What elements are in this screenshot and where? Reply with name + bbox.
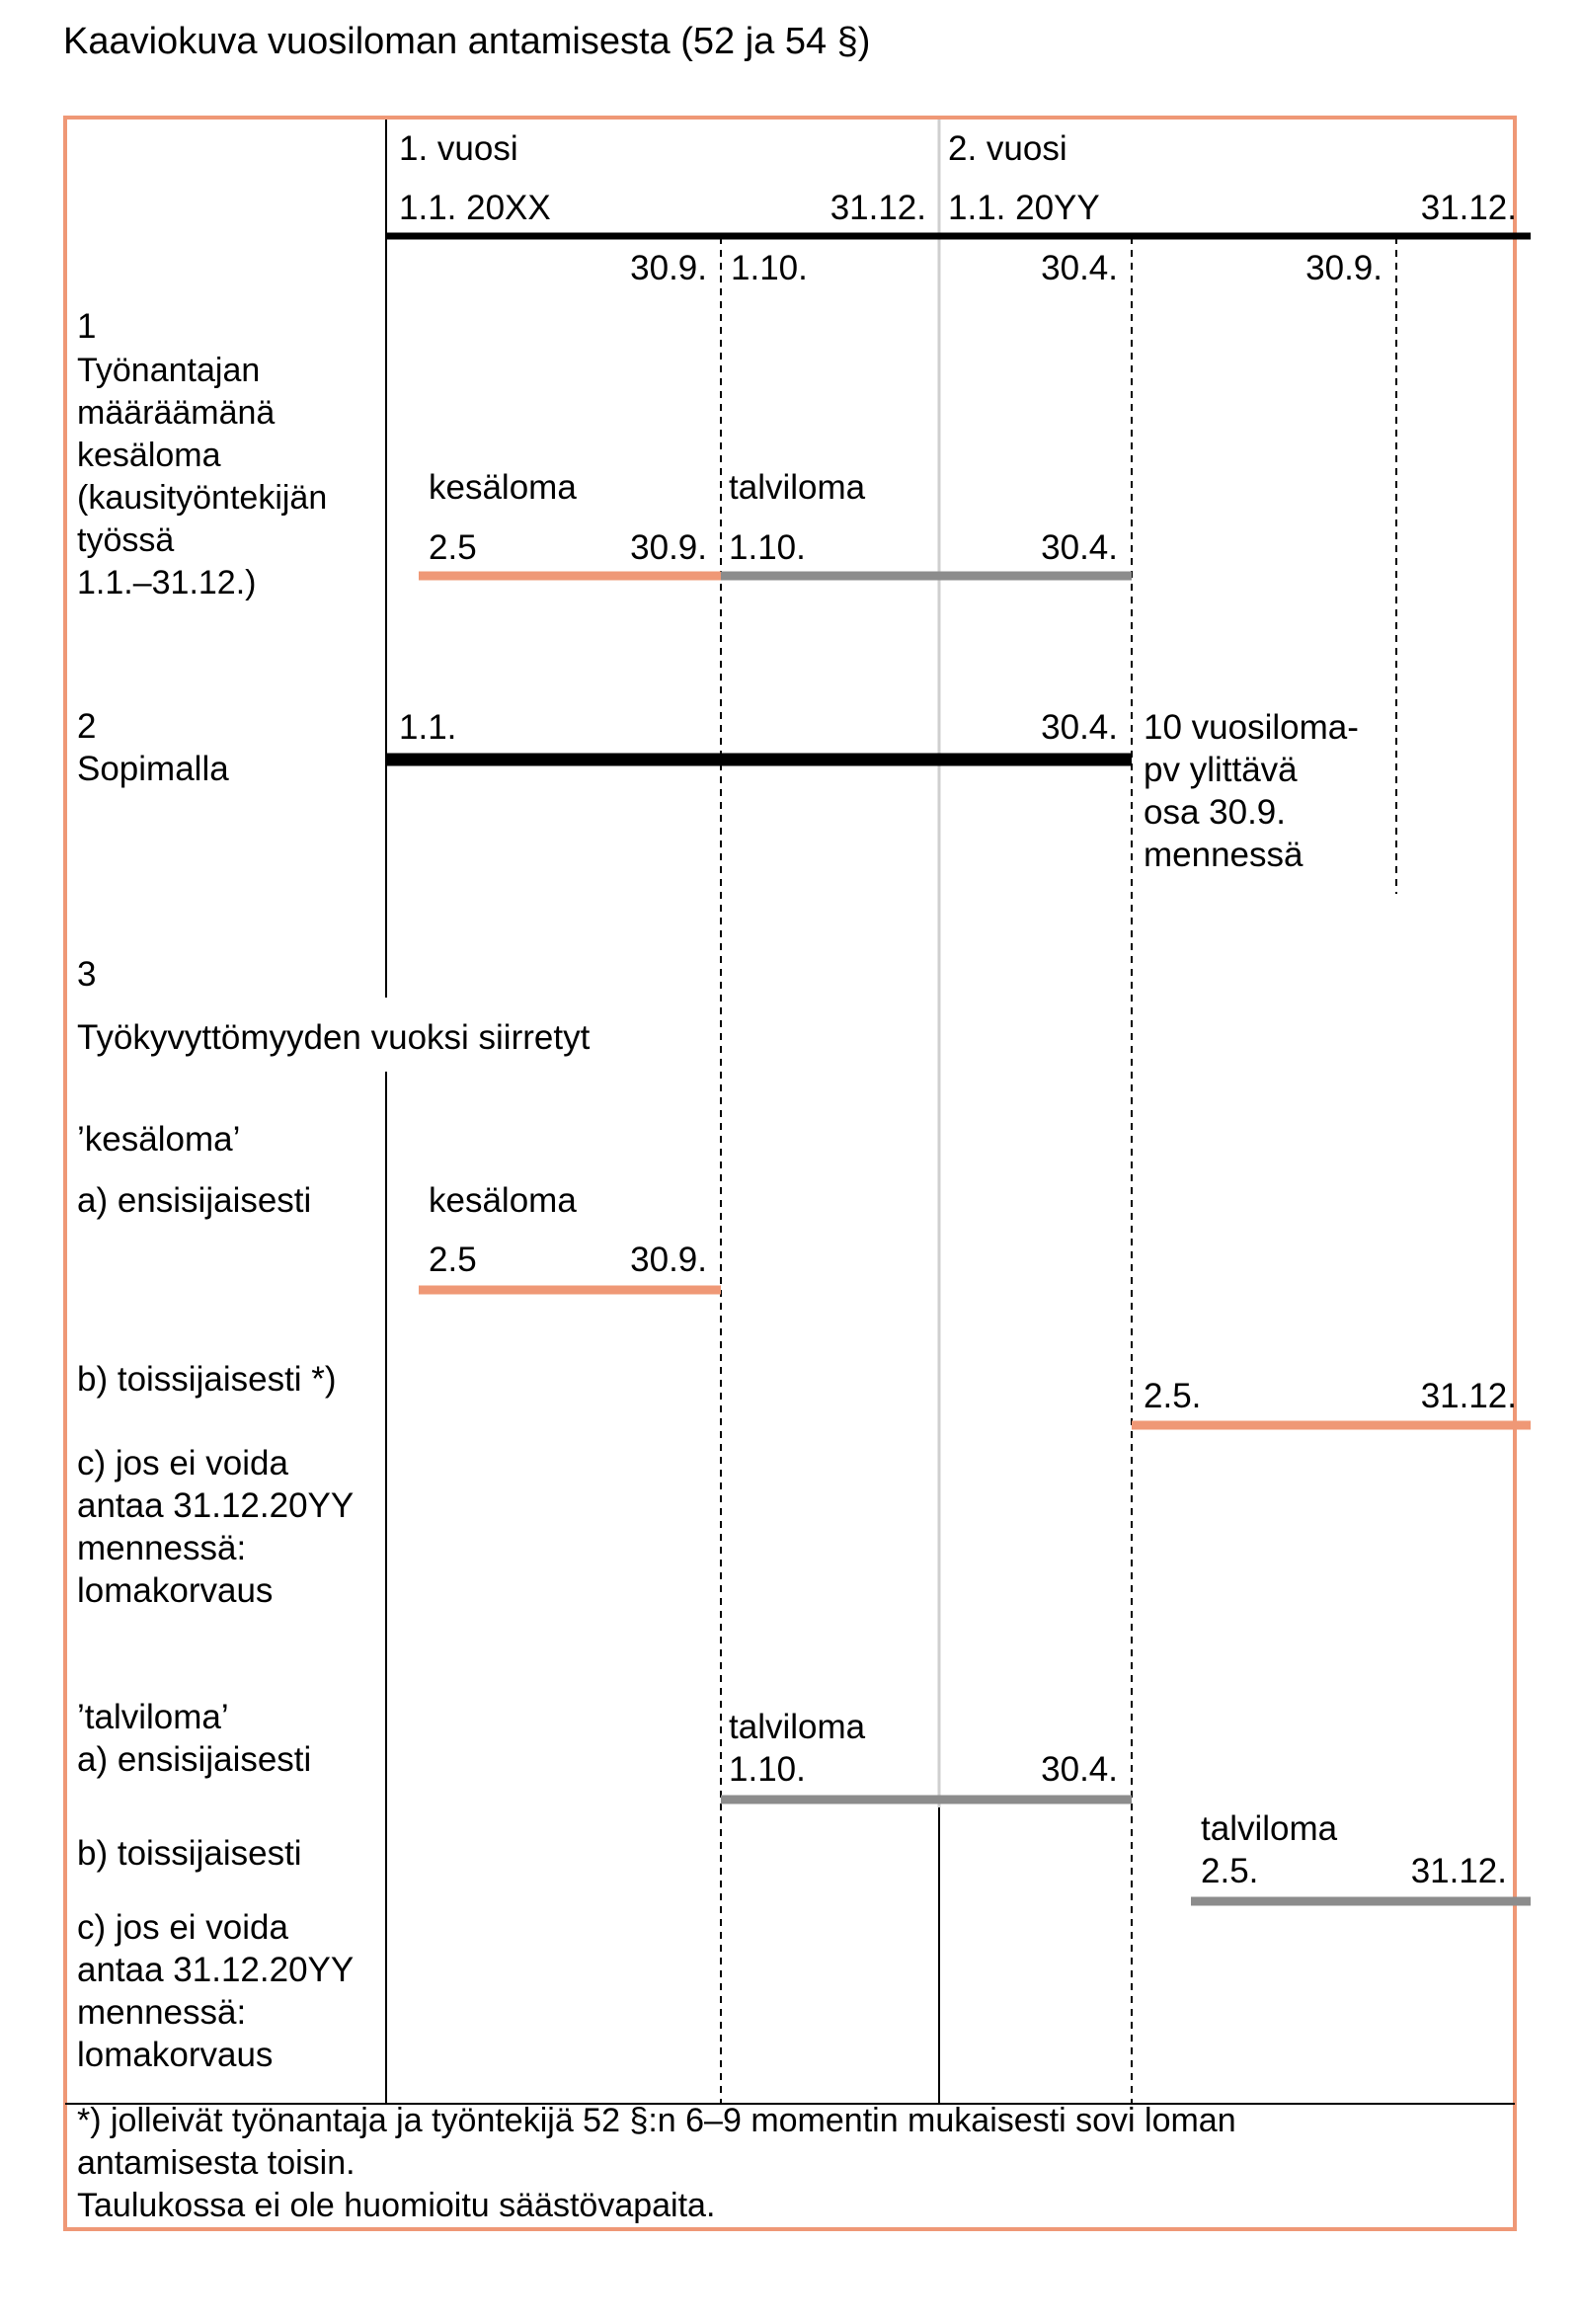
- year1-label: 1. vuosi: [399, 129, 518, 168]
- section2-end: 30.4.: [1041, 708, 1118, 747]
- section1-winter-title: talviloma: [729, 468, 866, 507]
- section3-b-label: b) toissijaisesti *): [77, 1360, 337, 1399]
- section3-winter-heading: ’talviloma’: [77, 1698, 229, 1736]
- section3-summer-heading: ’kesäloma’: [77, 1120, 241, 1159]
- section1-winter-start: 1.10.: [729, 528, 806, 567]
- footnote: *) jolleivät työnantaja ja työntekijä 52 §:n 6–9 momentin mukaisesti sovi loman antamisesta toisin. Taulukossa ei ole huomioitu säästövapaita.: [77, 2102, 1236, 2224]
- section3-c-label: c) jos ei voida antaa 31.12.20YY mennessä: lomakorvaus: [77, 1444, 354, 1610]
- section1-summer-title: kesäloma: [429, 468, 577, 507]
- section3-wa-start: 1.10.: [729, 1750, 806, 1789]
- section3-b-start: 2.5.: [1144, 1377, 1202, 1415]
- section3-heading: Työkyvyttömyyden vuoksi siirretyt: [77, 1018, 591, 1057]
- section3-b-end: 31.12.: [1420, 1377, 1517, 1415]
- section1-label: Työnantajan määräämänä kesäloma (kausityöntekijän työssä 1.1.–31.12.): [77, 352, 328, 601]
- section3-wc-label: c) jos ei voida antaa 31.12.20YY mennessä: lomakorvaus: [77, 1908, 354, 2074]
- year1-end-date: 31.12.: [830, 189, 926, 227]
- year2-start-date: 1.1. 20YY: [948, 189, 1100, 227]
- section3-wa-title: talviloma: [729, 1708, 866, 1746]
- diagram-title: Kaaviokuva vuosiloman antamisesta (52 ja 54 §): [63, 21, 871, 62]
- section3-a-label: a) ensisijaisesti: [77, 1181, 312, 1220]
- section3-a-start: 2.5: [429, 1241, 477, 1279]
- section3-wa-end: 30.4.: [1041, 1750, 1118, 1789]
- section1-winter-end: 30.4.: [1041, 528, 1118, 567]
- date-30-9-year2: 30.9.: [1305, 249, 1382, 287]
- section2-start: 1.1.: [399, 708, 457, 747]
- section3-wb-label: b) toissijaisesti: [77, 1834, 302, 1873]
- section3-a-end: 30.9.: [630, 1241, 707, 1279]
- date-1-10: 1.10.: [731, 249, 808, 287]
- section2-note: 10 vuosiloma- pv ylittävä osa 30.9. mennessä: [1144, 708, 1359, 874]
- section3-wb-end: 31.12.: [1410, 1852, 1507, 1890]
- section1-number: 1: [77, 307, 97, 346]
- section3-a-title: kesäloma: [429, 1181, 577, 1220]
- section3-wb-title: talviloma: [1201, 1809, 1338, 1848]
- section1-summer-end: 30.9.: [630, 528, 707, 567]
- section3-wb-start: 2.5.: [1201, 1852, 1259, 1890]
- section2-label: Sopimalla: [77, 750, 229, 788]
- date-30-4: 30.4.: [1041, 249, 1118, 287]
- year1-start-date: 1.1. 20XX: [399, 189, 551, 227]
- section2-number: 2: [77, 707, 97, 746]
- year2-end-date: 31.12.: [1420, 189, 1517, 227]
- year2-label: 2. vuosi: [948, 129, 1067, 168]
- section3-wa-label: a) ensisijaisesti: [77, 1740, 312, 1779]
- section1-summer-start: 2.5: [429, 528, 477, 567]
- date-30-9-year1: 30.9.: [630, 249, 707, 287]
- section3-number: 3: [77, 955, 97, 994]
